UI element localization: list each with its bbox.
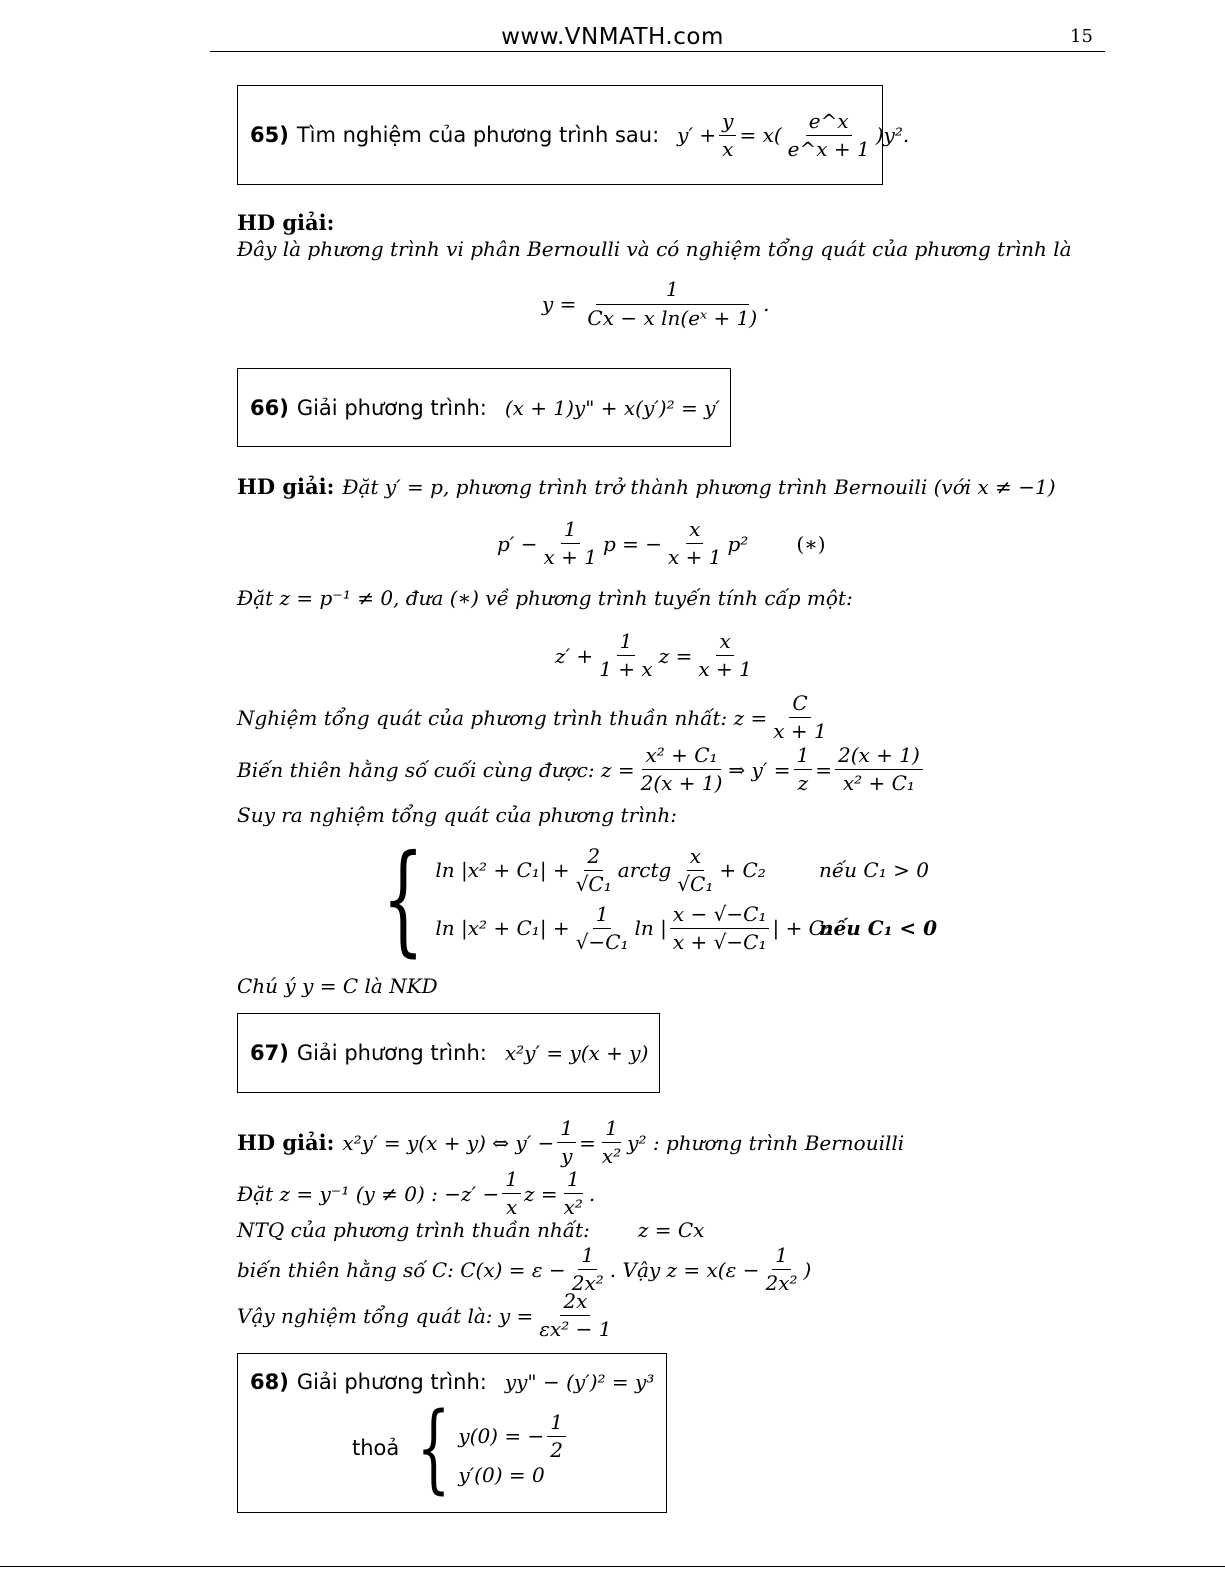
fraction bbox=[719, 110, 736, 161]
denominator: y bbox=[561, 1144, 573, 1168]
denominator: x + 1 bbox=[543, 545, 597, 569]
eq-part: . bbox=[763, 292, 770, 316]
eq-part: Nghiệm tổng quát của phương trình thuần nhất: z = bbox=[237, 705, 768, 730]
numerator: 1 bbox=[561, 518, 580, 544]
eq-part: + C₂ bbox=[719, 858, 766, 882]
numerator: y bbox=[719, 110, 736, 136]
numerator: x bbox=[716, 630, 733, 656]
condition-y0 bbox=[458, 1409, 569, 1463]
problem-text: Giải phương trình: bbox=[296, 1041, 487, 1065]
eq-part: z = bbox=[523, 1181, 558, 1206]
numerator: 1 bbox=[502, 1168, 521, 1194]
problem-label: 67) bbox=[250, 1041, 289, 1065]
conditions-list bbox=[458, 1409, 569, 1487]
numerator: 1 bbox=[557, 1117, 576, 1143]
piecewise-solution bbox=[365, 830, 938, 969]
problem-equation: yy" − (y′)² = y³ bbox=[504, 1370, 655, 1394]
eq-part: )y². bbox=[875, 123, 910, 147]
solution-formula bbox=[542, 278, 770, 330]
problem-label: 66) bbox=[250, 395, 289, 420]
fraction bbox=[557, 1117, 576, 1168]
numerator: 1 bbox=[772, 1244, 791, 1270]
fraction bbox=[695, 630, 754, 681]
numerator: 1 bbox=[564, 1168, 583, 1194]
eq-part: ⇒ y′ = bbox=[728, 757, 791, 782]
fraction bbox=[569, 1244, 607, 1295]
denominator: x² bbox=[601, 1144, 622, 1168]
denominator: x + √−C₁ bbox=[672, 929, 767, 954]
problem-65-box bbox=[237, 85, 910, 185]
problem-66-box bbox=[237, 368, 731, 447]
numerator: x bbox=[687, 845, 704, 871]
fraction bbox=[770, 692, 829, 743]
fraction bbox=[665, 518, 724, 569]
solution-text: Suy ra nghiệm tổng quát của phương trình: bbox=[237, 803, 678, 827]
denominator: 2x² bbox=[765, 1271, 798, 1295]
eq-part: = bbox=[579, 1130, 596, 1155]
numerator: 2 bbox=[584, 845, 603, 871]
eq-part: ) bbox=[803, 1257, 812, 1282]
problem-text: Tìm nghiệm của phương trình sau: bbox=[296, 123, 660, 147]
fraction bbox=[638, 744, 726, 795]
eq-part: p² bbox=[727, 531, 749, 556]
problem-text: Giải phương trình: bbox=[296, 395, 487, 420]
eq-part: y = bbox=[542, 292, 577, 316]
problem-label: 65) bbox=[250, 123, 289, 147]
case-positive bbox=[435, 842, 929, 898]
eq-part: = bbox=[815, 757, 832, 782]
footer-divider bbox=[0, 1566, 1225, 1567]
initial-conditions bbox=[352, 1392, 569, 1504]
problem-equation bbox=[677, 110, 909, 161]
fraction bbox=[547, 1411, 566, 1462]
fraction bbox=[835, 744, 923, 795]
header-divider bbox=[210, 51, 1105, 52]
numerator: x bbox=[686, 518, 703, 544]
numerator: x² + C₁ bbox=[642, 744, 720, 770]
eq-part: NTQ của phương trình thuần nhất: bbox=[237, 1218, 590, 1242]
denominator: 2x² bbox=[571, 1271, 604, 1295]
page-number: 15 bbox=[1070, 26, 1093, 47]
denominator: x bbox=[505, 1195, 518, 1219]
eq-part: p′ − bbox=[497, 531, 538, 556]
denominator: x + 1 bbox=[773, 719, 827, 743]
fraction bbox=[540, 518, 599, 569]
case-negative bbox=[435, 898, 938, 958]
denominator: 2 bbox=[550, 1437, 563, 1462]
fraction bbox=[785, 110, 873, 161]
case-condition: nếu C₁ > 0 bbox=[819, 858, 929, 882]
problem-67-box bbox=[237, 1013, 660, 1093]
note-text: Chú ý y = C là NKD bbox=[237, 974, 438, 998]
denominator: √−C₁ bbox=[575, 929, 629, 954]
eq-part: ln |x² + C₁| + bbox=[435, 858, 570, 882]
problem-statement bbox=[250, 1370, 654, 1394]
condition-label: thoả bbox=[352, 1436, 400, 1460]
fraction bbox=[573, 903, 632, 954]
numerator: 1 bbox=[596, 278, 749, 305]
solution-text: Đây là phương trình vi phân Bernoulli và có nghiệm tổng quát của phương trình là bbox=[237, 237, 1072, 261]
denominator: e^x + 1 bbox=[787, 136, 870, 161]
equation-tag: (∗) bbox=[796, 531, 826, 556]
problem-equation: x²y′ = y(x + y) bbox=[504, 1041, 649, 1065]
problem-label: 68) bbox=[250, 1370, 289, 1394]
numerator: C bbox=[789, 692, 810, 718]
eq-part: biến thiên hằng số C: C(x) = ε − bbox=[237, 1257, 566, 1282]
eq-part: Vậy nghiệm tổng quát là: y = bbox=[237, 1303, 534, 1328]
problem-text: Giải phương trình: bbox=[296, 1370, 487, 1394]
eq-part: | + C₂ bbox=[772, 916, 832, 940]
eq-part: y(0) = − bbox=[458, 1424, 545, 1448]
eq-part: ln | bbox=[634, 916, 667, 940]
condition-dy0: y′(0) = 0 bbox=[458, 1463, 545, 1487]
eq-part: ln |x² + C₁| + bbox=[435, 916, 570, 940]
eq-part: . bbox=[588, 1181, 596, 1206]
fraction bbox=[596, 630, 655, 681]
denominator: εx² − 1 bbox=[539, 1317, 612, 1341]
denominator: √C₁ bbox=[575, 871, 612, 896]
variation-line bbox=[237, 744, 926, 795]
denominator: z bbox=[797, 771, 809, 795]
eq-part: Biến thiên hằng số cuối cùng được: z = bbox=[237, 757, 635, 782]
eq-part: = x( bbox=[739, 123, 782, 147]
fraction bbox=[584, 278, 760, 330]
eq-part: z′ + bbox=[555, 643, 594, 668]
solution-line-5 bbox=[237, 1290, 618, 1341]
denominator: √C₁ bbox=[677, 871, 714, 896]
numerator: x − √−C₁ bbox=[670, 903, 770, 929]
eq-part: y² : phương trình Bernouilli bbox=[627, 1130, 905, 1155]
numerator: 1 bbox=[547, 1411, 566, 1437]
eq-part: z = bbox=[658, 643, 693, 668]
homogeneous-solution bbox=[237, 692, 833, 743]
solution-title: HD giải: bbox=[237, 210, 335, 235]
eq-part: Đặt z = y⁻¹ (y ≠ 0) : −z′ − bbox=[237, 1181, 500, 1206]
fraction bbox=[674, 845, 716, 896]
linear-equation bbox=[555, 630, 758, 681]
numerator: e^x bbox=[806, 110, 852, 136]
fraction bbox=[794, 744, 813, 795]
solution-line-1 bbox=[237, 1117, 904, 1168]
solution-text: Đặt z = p⁻¹ ≠ 0, đưa (∗) về phương trình tuyến tính cấp một: bbox=[237, 586, 853, 610]
numerator: 2x bbox=[560, 1290, 590, 1316]
solution-line-4 bbox=[237, 1244, 811, 1295]
equation-star bbox=[497, 518, 826, 569]
denominator: Cx − x ln(eˣ + 1) bbox=[587, 306, 758, 330]
eq-part: arctg bbox=[617, 858, 672, 882]
denominator: 1 + x bbox=[599, 657, 653, 681]
solution-intro bbox=[237, 474, 1056, 499]
site-header: www.VNMATH.com bbox=[501, 24, 724, 50]
fraction bbox=[561, 1168, 586, 1219]
numerator: 1 bbox=[602, 1117, 621, 1143]
solution-text: Đặt y′ = p, phương trình trở thành phương trình Bernouili (với x ≠ −1) bbox=[342, 474, 1056, 499]
solution-title: HD giải: bbox=[237, 1130, 335, 1155]
fraction bbox=[670, 903, 770, 954]
denominator: x² bbox=[563, 1195, 583, 1219]
denominator: x² + C₁ bbox=[842, 771, 915, 795]
eq-part: p = − bbox=[602, 531, 662, 556]
case-condition: nếu C₁ < 0 bbox=[819, 916, 938, 940]
numerator: 1 bbox=[593, 903, 612, 929]
eq-part: y′ + bbox=[677, 123, 717, 147]
left-brace: { bbox=[417, 1392, 451, 1504]
denominator: 2(x + 1) bbox=[640, 771, 723, 795]
denominator: x bbox=[722, 136, 734, 161]
numerator: 1 bbox=[794, 744, 813, 770]
numerator: 2(x + 1) bbox=[835, 744, 923, 770]
eq-part: z = Cx bbox=[637, 1218, 705, 1242]
solution-line-3 bbox=[237, 1218, 704, 1242]
eq-part: x²y′ = y(x + y) ⇔ y′ − bbox=[342, 1130, 555, 1155]
denominator: x + 1 bbox=[668, 545, 722, 569]
numerator: 1 bbox=[578, 1244, 597, 1270]
solution-line-2 bbox=[237, 1168, 595, 1219]
fraction bbox=[573, 845, 615, 896]
problem-68-box bbox=[237, 1353, 667, 1513]
piecewise-cases bbox=[435, 842, 938, 958]
fraction bbox=[762, 1244, 800, 1295]
solution-title: HD giải: bbox=[237, 474, 335, 499]
problem-equation: (x + 1)y" + x(y′)² = y′ bbox=[504, 395, 720, 420]
fraction bbox=[536, 1290, 614, 1341]
left-brace: { bbox=[382, 830, 425, 969]
denominator: x + 1 bbox=[698, 657, 752, 681]
eq-part: . Vậy z = x(ε − bbox=[609, 1257, 760, 1282]
fraction bbox=[502, 1168, 521, 1219]
fraction bbox=[599, 1117, 624, 1168]
numerator: 1 bbox=[617, 630, 636, 656]
